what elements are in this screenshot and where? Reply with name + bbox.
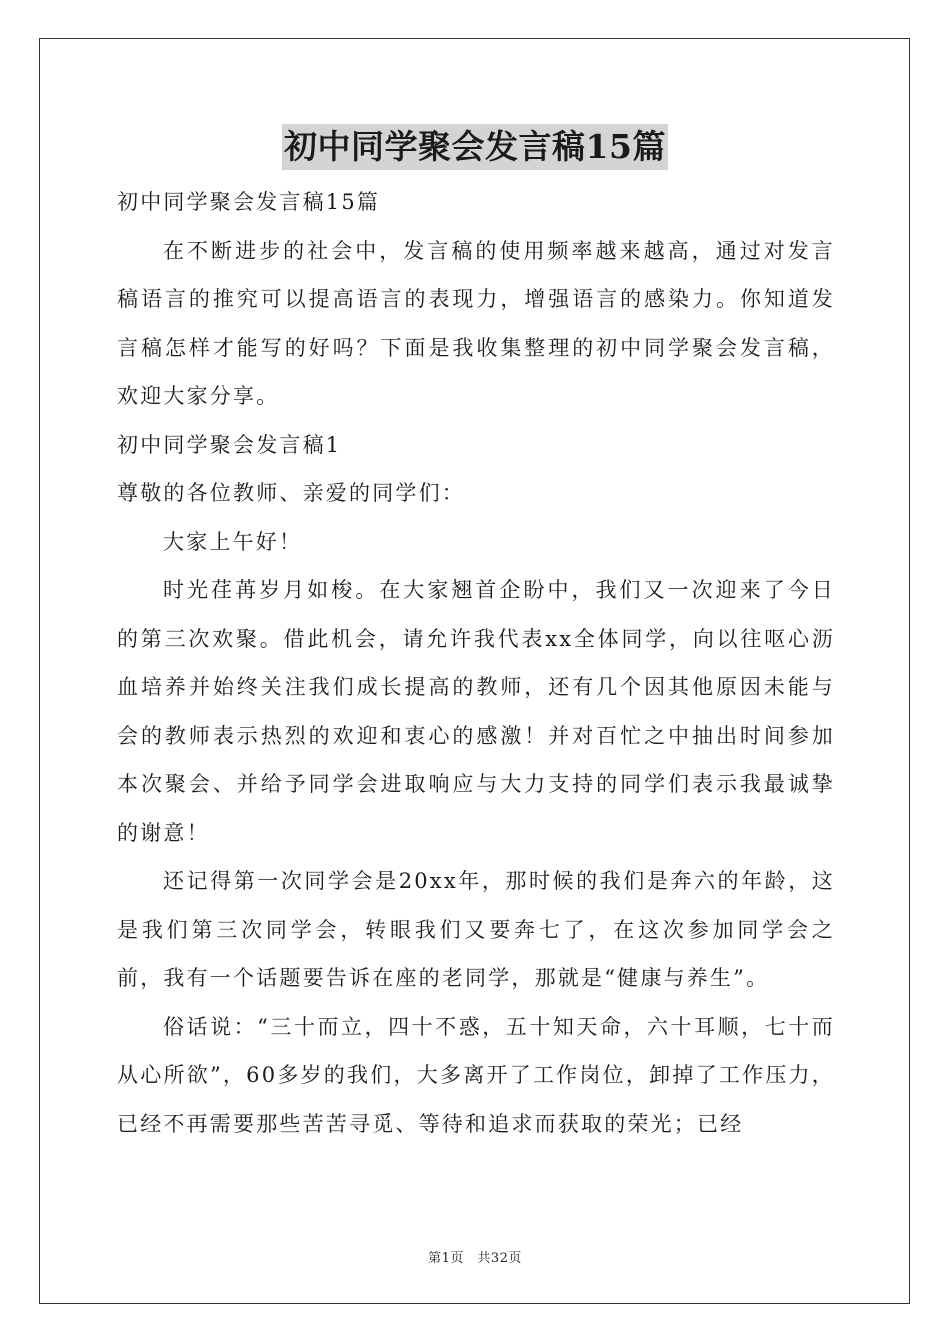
document-title: 初中同学聚会发言稿15篇 — [282, 124, 668, 170]
document-body — [117, 178, 835, 1148]
title-container — [0, 124, 950, 170]
document-subtitle: 初中同学聚会发言稿15篇 — [117, 190, 381, 214]
section-heading: 初中同学聚会发言稿1 — [117, 432, 342, 457]
intro-paragraph: 在不断进步的社会中，发言稿的使用频率越来越高，通过对发言稿语言的推究可以提高语言的表现力，增强语言的感染力。你知道发言稿怎样才能写的好吗？下面是我收集整理的初中同学聚会发言稿，欢迎大家分享。 — [117, 238, 835, 408]
greeting: 大家上午好！ — [163, 529, 303, 554]
body-paragraph: 还记得第一次同学会是20xx年，那时候的我们是奔六的年龄，这是我们第三次同学会，转眼我们又要奔七了，在这次参加同学会之前，我有一个话题要告诉在座的老同学，那就是“健康与养生”。 — [117, 869, 835, 990]
salutation: 尊敬的各位教师、亲爱的同学们： — [117, 481, 465, 505]
page-footer: 第1页 共32页 — [428, 1251, 522, 1266]
body-paragraph: 俗话说：“三十而立，四十不惑，五十知天命，六十耳顺，七十而从心所欲”，60多岁的我们，大多离开了工作岗位，卸掉了工作压力，已经不再需要那些苦苦寻觅、等待和追求而获取的荣光；已经 — [117, 1014, 835, 1136]
body-paragraph: 时光荏苒岁月如梭。在大家翘首企盼中，我们又一次迎来了今日的第三次欢聚。借此机会，请允许我代表xx全体同学，向以往呕心沥血培养并始终关注我们成长提高的教师，还有几个因其他原因未能与会的教师表示热烈的欢迎和衷心的感激！并对百忙之中抽出时间参加本次聚会、并给予同学会进取响应与大力支持的同学们表示我最诚挚的谢意！ — [117, 578, 835, 845]
